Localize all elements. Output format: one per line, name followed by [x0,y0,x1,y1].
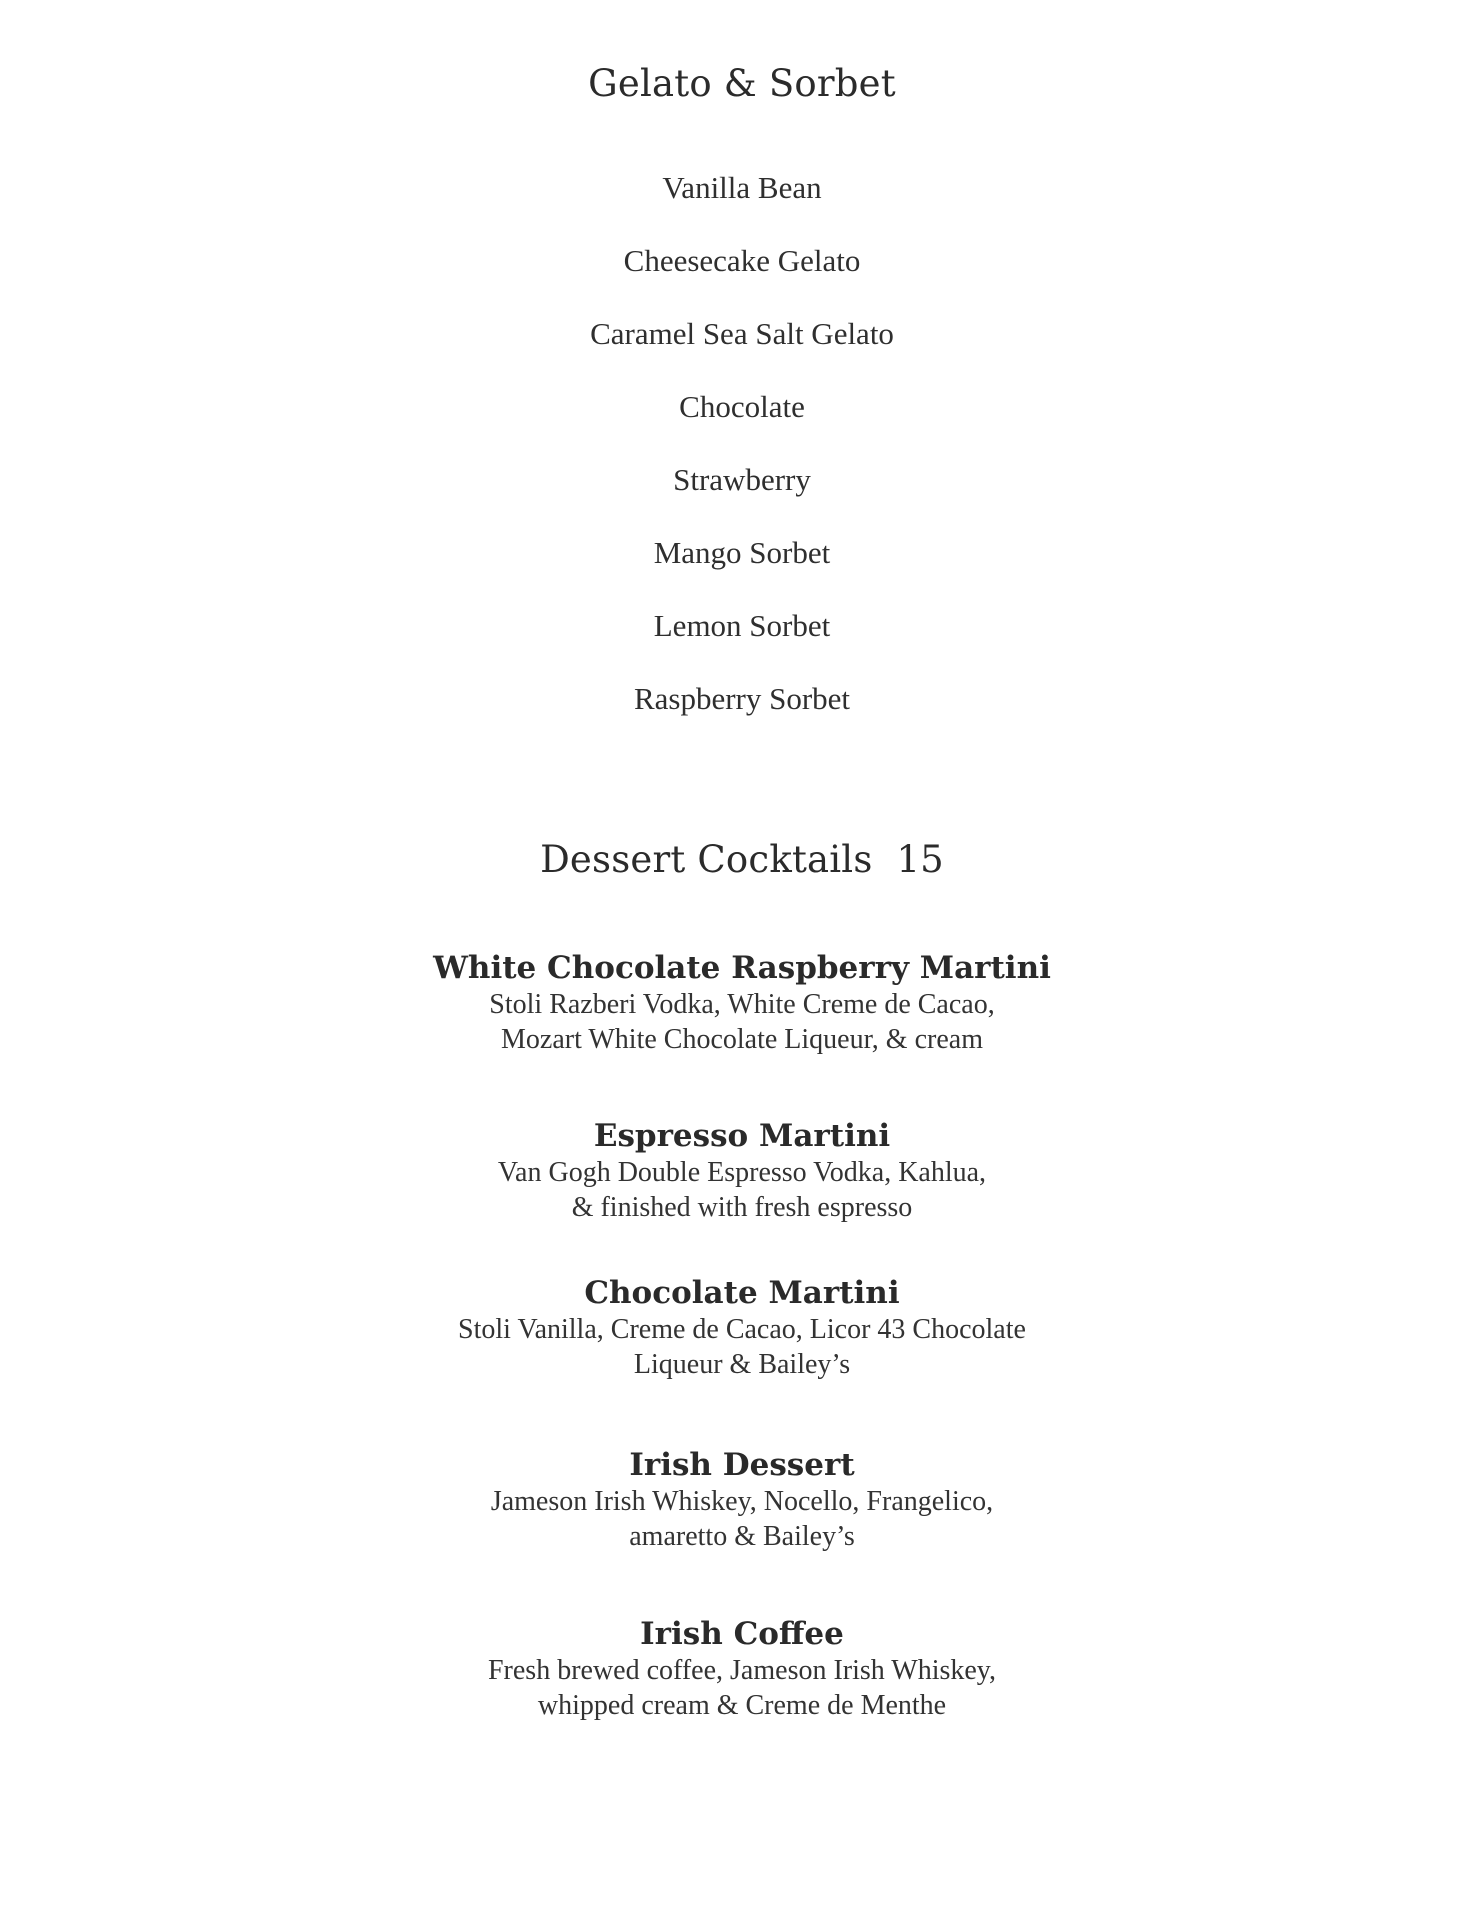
cocktail-description-line: Jameson Irish Whiskey, Nocello, Frangelico, [490,1486,994,1517]
flavor-item: Mango Sorbet [653,535,831,570]
gelato-section-title: Gelato & Sorbet [588,62,896,105]
cocktail-item [0,1615,1484,1723]
cocktail-item [0,1117,1484,1225]
cocktail-name: White Chocolate Raspberry Martini [433,950,1051,986]
flavor-item: Vanilla Bean [662,170,822,205]
flavor-item: Chocolate [679,389,805,424]
cocktail-item [0,1446,1484,1554]
cocktail-description-line: Mozart White Chocolate Liqueur, & cream [501,1024,983,1055]
gelato-section-header [0,62,1484,105]
cocktail-description-line: Van Gogh Double Espresso Vodka, Kahlua, [497,1157,987,1188]
flavor-item: Cheesecake Gelato [623,243,861,278]
flavor-item: Caramel Sea Salt Gelato [590,316,894,351]
cocktail-description-line: whipped cream & Creme de Menthe [537,1690,947,1721]
cocktail-description-line: Fresh brewed coffee, Jameson Irish Whiskey, [487,1655,996,1686]
cocktail-description-line: Stoli Razberi Vodka, White Creme de Cacao, [489,989,995,1020]
flavor-item: Strawberry [673,462,811,497]
cocktail-description-line: Stoli Vanilla, Creme de Cacao, Licor 43 Chocolate [458,1314,1026,1345]
flavor-item: Lemon Sorbet [653,608,831,643]
cocktail-name: Chocolate Martini [584,1275,900,1311]
flavor-item: Raspberry Sorbet [633,681,851,716]
cocktail-name: Espresso Martini [593,1118,891,1154]
cocktail-description-line: amaretto & Bailey’s [629,1521,855,1552]
cocktail-description-line: & finished with fresh espresso [571,1192,913,1223]
cocktail-item [0,1274,1484,1382]
cocktail-name: Irish Dessert [629,1447,855,1483]
cocktail-description-line: Liqueur & Bailey’s [633,1349,851,1380]
cocktails-section-title: Dessert Cocktails 15 [540,838,944,881]
cocktail-name: Irish Coffee [640,1616,844,1652]
flavor-list [0,168,1484,752]
cocktail-item [0,949,1484,1057]
cocktails-section-header [0,838,1484,881]
